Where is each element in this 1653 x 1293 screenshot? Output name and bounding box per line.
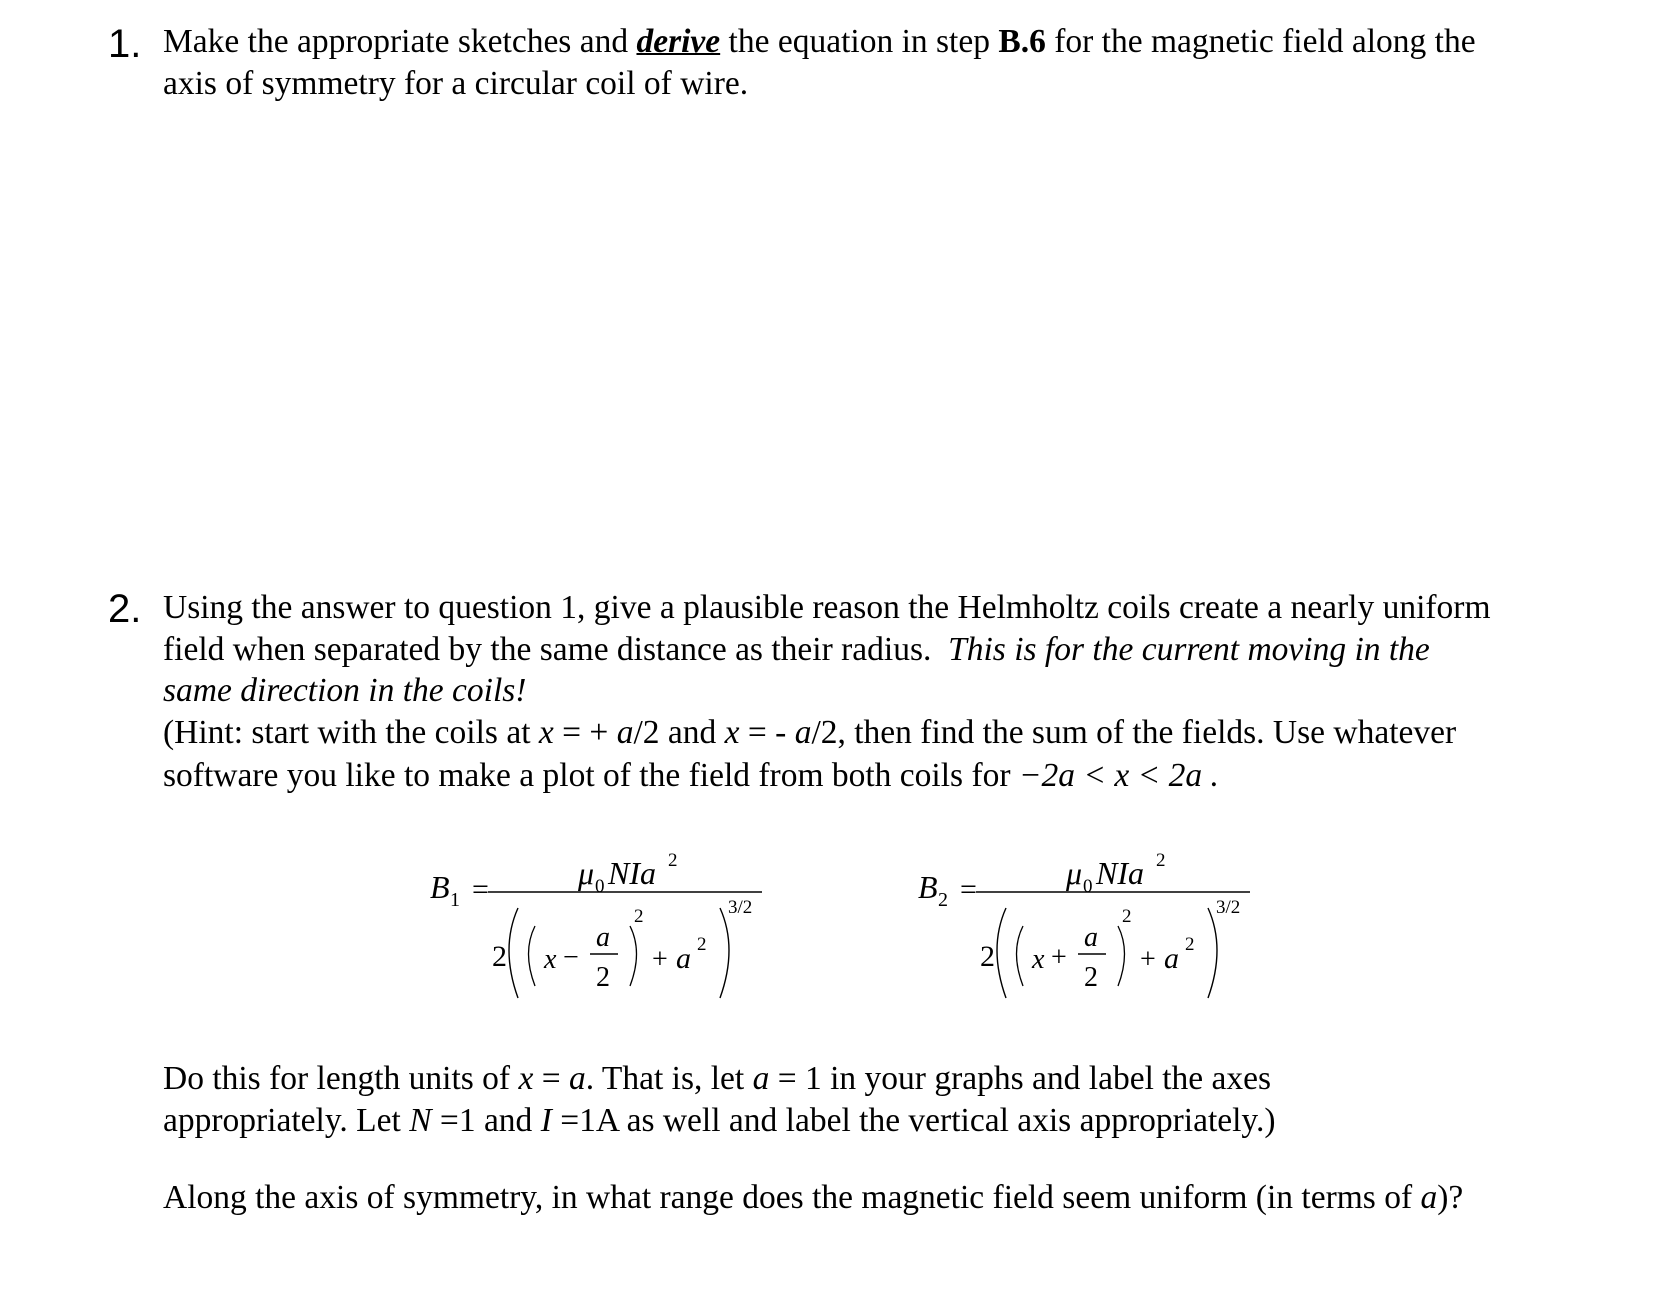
- q2-line3: same direction in the coils!: [163, 672, 527, 709]
- units-l2-a: appropriately. Let: [163, 1101, 410, 1139]
- b1-subscript: 1: [450, 889, 460, 911]
- q1-derive: derive: [636, 23, 721, 60]
- final-a-var: a: [1420, 1179, 1438, 1216]
- question-1-number: 1.: [108, 22, 142, 66]
- hint-x1: x: [538, 713, 554, 751]
- hint-a: (Hint: start with the coils at: [163, 713, 539, 751]
- b1-inner-paren-left: [529, 926, 536, 986]
- units-n: N: [409, 1101, 432, 1139]
- b1-exp: 3/2: [728, 897, 753, 918]
- final-b: )?: [1437, 1179, 1464, 1216]
- question-2-number: 2.: [108, 587, 142, 631]
- q2-line1: Using the answer to question 1, give a plausible reason the Helmholtz coils create a nearly uniform: [163, 589, 1491, 626]
- q2-line2-a: field when separated by the same distance as their radius.: [163, 630, 932, 668]
- b2-exp: 3/2: [1216, 897, 1241, 918]
- b1-outer-paren-left: [509, 908, 518, 998]
- b1-den-two: 2: [596, 962, 610, 993]
- units-eq: =: [533, 1060, 569, 1097]
- units-b: . That is, let: [585, 1060, 753, 1097]
- q2-line2-emph: This is for the current moving in the: [948, 630, 1430, 668]
- b1-outer-paren-right: [720, 908, 729, 998]
- hint-x2: x: [724, 713, 740, 751]
- b2-inner-paren-left: [1017, 926, 1024, 986]
- b2-den-coef: 2: [980, 940, 995, 973]
- b2-den-sq: 2: [1185, 934, 1195, 955]
- units-a: Do this for length units of: [163, 1060, 519, 1097]
- hint-a2: a: [794, 713, 812, 751]
- units-c: = 1 in your graphs and label the axes: [769, 1060, 1272, 1097]
- b2-den-two: 2: [1084, 962, 1098, 993]
- b1-den-sign: −: [563, 942, 579, 973]
- b2-outer-paren-left: [997, 908, 1006, 998]
- units-l2-c: =1A as well and label the vertical axis appropriately.): [551, 1101, 1276, 1139]
- question-1-text: [163, 21, 1583, 104]
- b2-outer-paren-right: [1208, 908, 1217, 998]
- b2-den-a: a: [1084, 922, 1098, 953]
- units-x: x: [518, 1060, 534, 1097]
- b2-num-nia: NIa: [1096, 855, 1144, 891]
- units-i: I: [540, 1101, 552, 1139]
- b1-equals: =: [472, 873, 489, 906]
- b2-den-sign: +: [1051, 942, 1067, 973]
- units-paragraph: [163, 1058, 1583, 1141]
- b1-inner-paren-right: [630, 926, 637, 986]
- b1-den-x: x: [544, 944, 557, 975]
- equation-b2: [918, 848, 1278, 1018]
- b1-den-coef: 2: [492, 940, 507, 973]
- q1-line2: axis of symmetry for a circular coil of wire.: [163, 64, 749, 102]
- b1-num-sub: 0: [595, 876, 605, 897]
- equation-b1: [430, 848, 790, 1018]
- b1-num-sq: 2: [668, 850, 678, 871]
- b1-num-nia: NIa: [608, 855, 656, 891]
- q1-step: B.6: [998, 23, 1046, 60]
- q1-text-b: the equation in step: [720, 23, 999, 60]
- question-2-text: [163, 587, 1583, 797]
- hint-a1: a: [616, 713, 634, 751]
- b2-num-mu: μ: [1066, 855, 1083, 891]
- b2-den-a2: a: [1164, 942, 1179, 975]
- q1-text-c: for the magnetic field along the: [1045, 23, 1476, 60]
- b2-den-plus: +: [1140, 944, 1156, 975]
- b1-lhs: B: [430, 869, 450, 905]
- b2-num-sq: 2: [1156, 850, 1166, 871]
- hint-half2: /2, then find the sum of the fields. Use whatever: [811, 713, 1457, 751]
- b2-den-x: x: [1032, 944, 1045, 975]
- b2-num-sub: 0: [1083, 876, 1093, 897]
- b1-den-plus: +: [652, 944, 668, 975]
- hint-line2: software you like to make a plot of the field from both coils for: [163, 757, 1019, 794]
- b2-inner-sq: 2: [1122, 906, 1132, 927]
- hint-half1: /2 and: [633, 713, 725, 751]
- q1-text-a: Make the appropriate sketches and: [163, 23, 637, 60]
- units-l2-b: =1 and: [431, 1101, 541, 1139]
- units-a2-var: a: [752, 1060, 770, 1097]
- b2-inner-paren-right: [1118, 926, 1125, 986]
- hint-eq1: = +: [553, 713, 617, 751]
- b1-num-mu: μ: [578, 855, 595, 891]
- b2-subscript: 2: [938, 889, 948, 911]
- b1-den-sq: 2: [697, 934, 707, 955]
- hint-range: −2a < x < 2a .: [1018, 757, 1219, 794]
- hint-eq2: = -: [739, 713, 795, 751]
- b1-inner-sq: 2: [634, 906, 644, 927]
- b1-den-a: a: [596, 922, 610, 953]
- final-a: Along the axis of symmetry, in what range does the magnetic field seem uniform (in terms of: [163, 1179, 1421, 1216]
- b1-den-a2: a: [676, 942, 691, 975]
- b2-equals: =: [960, 873, 977, 906]
- b2-lhs: B: [918, 869, 938, 905]
- final-question: [163, 1177, 1583, 1219]
- units-a-var: a: [568, 1060, 586, 1097]
